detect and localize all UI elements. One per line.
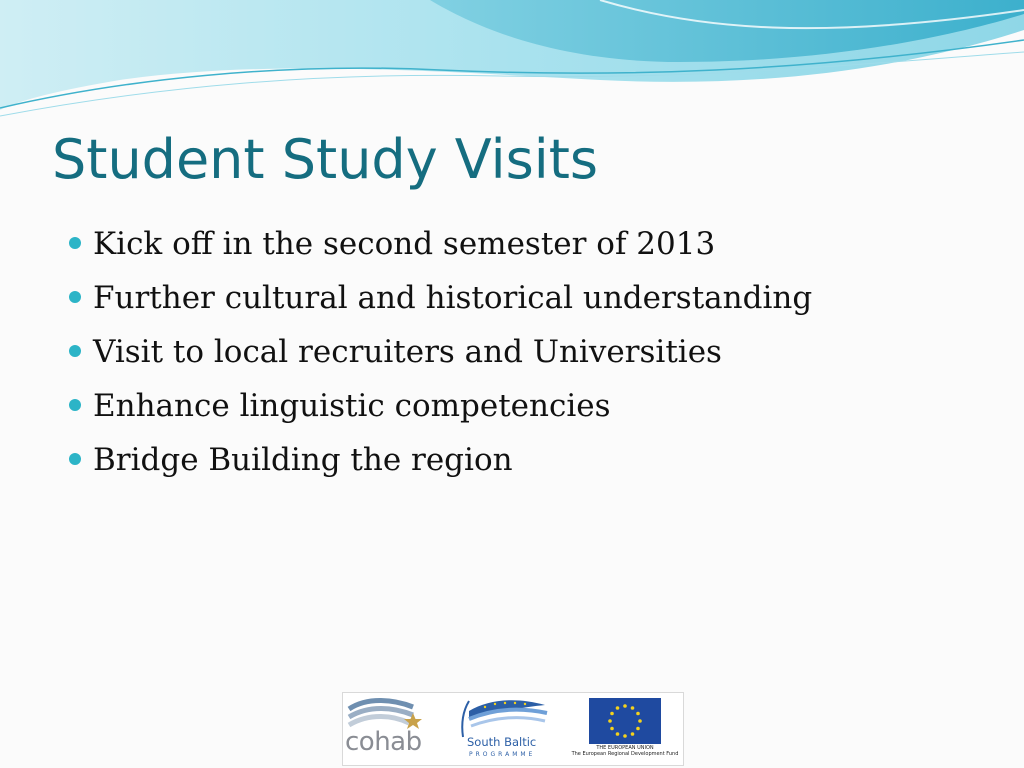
south-baltic-logo-text: South Baltic <box>467 735 537 749</box>
bullet-text: Bridge Building the region <box>93 442 513 478</box>
eu-star-icon <box>616 706 620 710</box>
partner-logos <box>342 692 684 766</box>
eu-star-icon <box>636 712 640 716</box>
bullet-dot-icon <box>69 453 81 465</box>
eu-star-icon <box>623 734 627 738</box>
eu-caption-line1: THE EUROPEAN UNION <box>596 745 654 751</box>
eu-star-icon <box>616 732 620 736</box>
eu-star-icon <box>608 719 612 723</box>
eu-star-icon <box>631 732 635 736</box>
list-item <box>66 276 812 330</box>
south-baltic-logo-icon <box>455 693 565 739</box>
eu-star-icon <box>623 704 627 708</box>
bullet-list <box>66 222 812 492</box>
eu-flag-icon <box>589 698 661 744</box>
bullet-dot-icon <box>69 399 81 411</box>
eu-star-icon <box>631 706 635 710</box>
cohab-logo-text: cohab <box>345 727 422 757</box>
list-item <box>66 438 812 492</box>
eu-caption <box>569 745 681 757</box>
header-wave-decoration <box>0 0 1024 130</box>
south-baltic-logo-subtitle: PROGRAMME <box>469 751 536 758</box>
bullet-dot-icon <box>69 237 81 249</box>
eu-star-icon <box>610 727 614 731</box>
eu-star-icon <box>638 719 642 723</box>
bullet-dot-icon <box>69 345 81 357</box>
bullet-dot-icon <box>69 291 81 303</box>
bullet-text: Further cultural and historical understanding <box>93 280 813 316</box>
bullet-text: Enhance linguistic competencies <box>93 388 611 424</box>
slide-title: Student Study Visits <box>52 128 599 191</box>
bullet-text: Visit to local recruiters and Universities <box>93 334 722 370</box>
eu-caption-line2: The European Regional Development Fund <box>571 751 679 757</box>
eu-star-icon <box>610 712 614 716</box>
eu-star-icon <box>636 727 640 731</box>
list-item <box>66 222 812 276</box>
list-item <box>66 330 812 384</box>
bullet-text: Kick off in the second semester of 2013 <box>93 226 716 262</box>
list-item <box>66 384 812 438</box>
